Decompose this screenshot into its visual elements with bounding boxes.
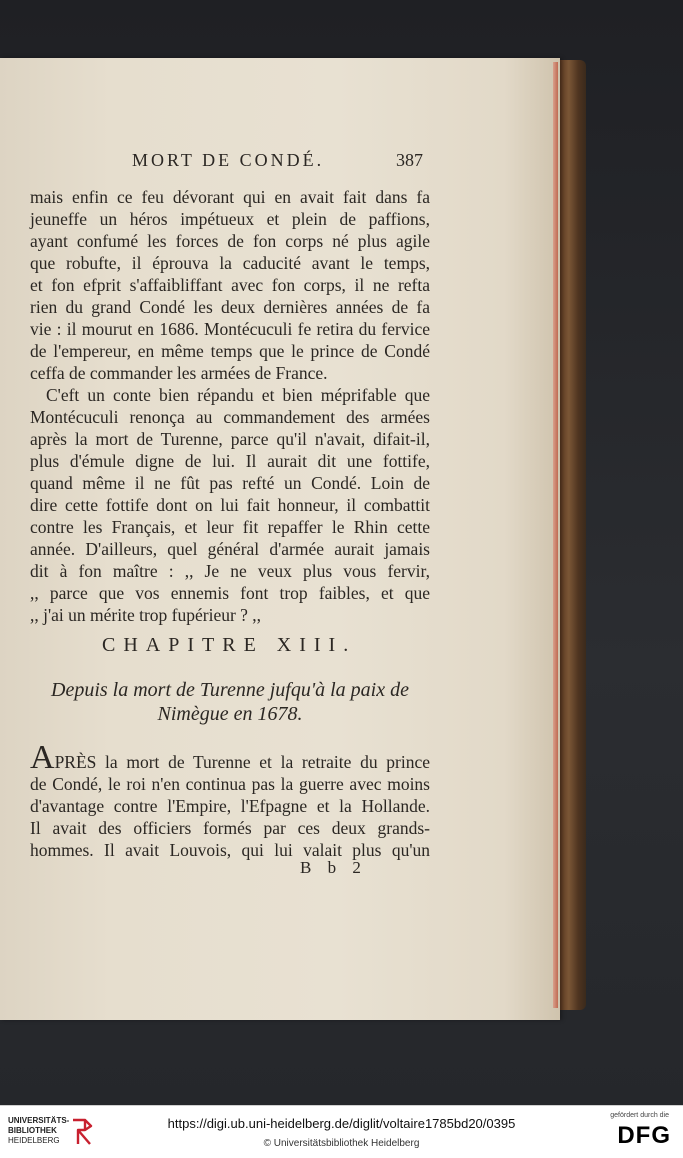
text-line bbox=[30, 739, 430, 776]
text-line: rien du grand Condé les deux dernières années de fa bbox=[30, 297, 430, 317]
text-line: plus d'émule digne de lui. Il aurait dit une fottife, bbox=[30, 451, 430, 471]
text-line: Montécuculi renonça au commandement des armées bbox=[30, 407, 430, 427]
text-line: Il avait des officiers formés par ces deux grands- bbox=[30, 818, 430, 838]
chapter-subtitle-line: Nimègue en 1678. bbox=[157, 703, 303, 725]
text-line: hommes. Il avait Louvois, qui lui valait plus qu'un bbox=[30, 840, 430, 860]
text-line: de Condé, le roi n'en continua pas la guerre avec moins bbox=[30, 774, 430, 794]
page-edge bbox=[553, 62, 558, 1008]
text-line: ,, parce que vos ennemis font trop faibles, et que bbox=[30, 583, 430, 603]
text-line: année. D'ailleurs, quel général d'armée aurait jamais bbox=[30, 539, 430, 559]
logo-line: UNIVERSITÄTS- bbox=[8, 1116, 70, 1125]
text-line: d'avantage contre l'Empire, l'Efpagne et la Hollande. bbox=[30, 796, 430, 816]
chapter-subtitle bbox=[30, 678, 430, 726]
text-line: ayant confumé les forces de fon corps né plus agile bbox=[30, 231, 430, 251]
page-url-link[interactable]: https://digi.ub.uni-heidelberg.de/diglit/voltaire1785bd20/0395 bbox=[167, 1116, 516, 1131]
text-line: et fon efprit s'affaibliffant avec fon corps, il ne refta bbox=[30, 275, 430, 295]
text-line: dit à fon maître : ,, Je ne veux plus vous fervir, bbox=[30, 561, 430, 581]
text-line: vie : il mourut en 1686. Montécuculi fe retira du fervice bbox=[30, 319, 430, 339]
viewer-footer bbox=[0, 1105, 683, 1158]
dfg-logo[interactable]: DFG bbox=[617, 1122, 671, 1149]
signature-mark: B b 2 bbox=[300, 858, 367, 877]
copyright-notice: © Universitätsbibliothek Heidelberg bbox=[263, 1138, 420, 1149]
text-line: ,, j'ai un mérite trop fupérieur ? ,, bbox=[30, 605, 262, 625]
text-line: quand même il ne fût pas refté un Condé. Loin de bbox=[30, 473, 430, 493]
text-line: dire cette fottife dont on lui fait honneur, il combattit bbox=[30, 495, 430, 515]
text-line: après la mort de Turenne, parce qu'il n'avait, difait-il, bbox=[30, 429, 430, 449]
text-line: contre les Français, et leur fit repaffer le Rhin cette bbox=[30, 517, 430, 537]
logo-line: BIBLIOTHEK bbox=[8, 1126, 57, 1135]
text-line: ceffa de commander les armées de France. bbox=[30, 363, 328, 383]
first-line-text: PRÈS la mort de Turenne et la retraite du prince bbox=[54, 752, 430, 772]
chapter-title: CHAPITRE XIII. bbox=[102, 634, 357, 656]
chapter-subtitle-line: Depuis la mort de Turenne jufqu'à la paix de bbox=[51, 679, 409, 701]
paragraph-1 bbox=[30, 186, 430, 384]
logo-line: HEIDELBERG bbox=[8, 1136, 60, 1145]
page-number: 387 bbox=[396, 150, 423, 170]
text-line: que robufte, il éprouva la caducité avant le temps, bbox=[30, 253, 430, 273]
drop-cap: A bbox=[30, 739, 55, 776]
running-head: MORT DE CONDÉ. bbox=[132, 150, 325, 170]
paragraph-3 bbox=[30, 739, 430, 861]
text-line: de l'empereur, en même temps que le prince de Condé bbox=[30, 341, 430, 361]
text-line: jeuneffe un héros impétueux et plein de paffions, bbox=[30, 209, 430, 229]
paragraph-2 bbox=[30, 384, 430, 626]
text-line: C'eft un conte bien répandu et bien méprifable que bbox=[46, 385, 430, 405]
funder-note: gefördert durch die bbox=[610, 1112, 669, 1119]
text-line: mais enfin ce feu dévorant qui en avait fait dans fa bbox=[30, 187, 430, 207]
